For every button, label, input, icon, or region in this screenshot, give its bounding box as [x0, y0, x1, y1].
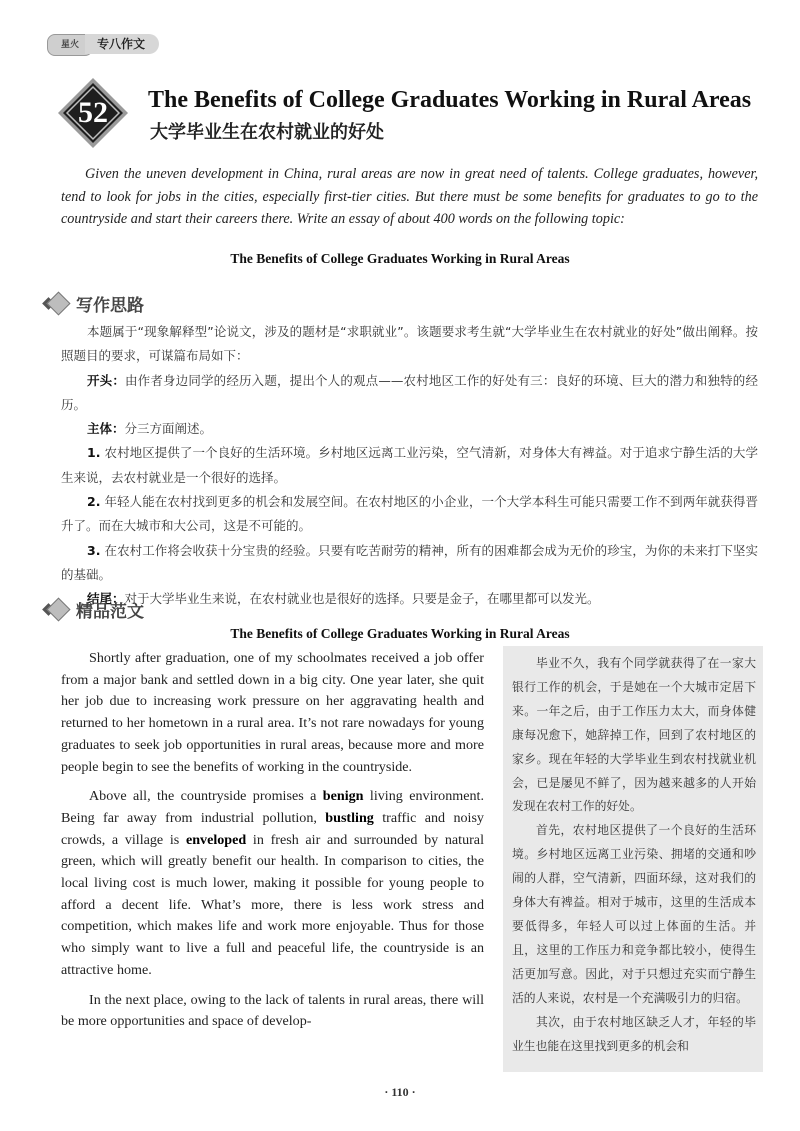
diamond-icon — [46, 291, 70, 315]
outline-opening: 开头：由作者身边同学的经历入题，提出个人的观点——农村地区工作的好处有三：良好的环境、巨大的潜力和独特的经历。 — [61, 372, 758, 412]
essay-paragraph-3: In the next place, owing to the lack of talents in rural areas, there will be more opportunities and space of develop- — [61, 991, 484, 1030]
section-title: 写作思路 — [76, 296, 144, 316]
translation-paragraph-2: 首先，农村地区提供了一个良好的生活环境。乡村地区远离工业污染、拥堵的交通和吵闹的人群，空气清新，四面环绿，这对我们的身体大有裨益。相对于城市，这里的生活成本要低得多，年轻人可以过上体面的生活。并且，这里的工作压力和竞争都比较小，使得生活更加写意。因此，对于只想过充实而宁静生活的人来说，农村是一个充满吸引力的归宿。 — [512, 823, 756, 1005]
diamond-icon — [57, 77, 129, 149]
essay-paragraph-2: Above all, the countryside promises a benign living environment. Being far away from industrial pollution, bustling traffic and noisy crowds, a village is enveloped in fresh air and surrounded by natural green, which will greatly benefit our health. In comparison to cities, the local living cost is much lower, making it possible for young people to afford a decent life. What’s more, there is less work stress and competition, which makes life and work more enjoyable. Thus for those who simply want to live a full and peaceful life, the countryside is an attractive home. — [61, 788, 484, 978]
brand-logo: 星火 — [47, 34, 93, 56]
essay-number-badge — [57, 77, 129, 149]
outline-point-2: 2. 年轻人能在农村找到更多的机会和发展空间。在农村地区的小企业，一个大学本科生可能只需要工作不到两年就获得晋升了。而在大城市和大公司，这是不可能的。 — [61, 494, 758, 534]
outline-intro: 本题属于“现象解释型”论说文，涉及的题材是“求职就业”。该题要求考生就“大学毕业生在农村就业的好处”做出阐释。按照题目的要求，可谋篇布局如下： — [61, 324, 758, 364]
page-title: The Benefits of College Graduates Working in Rural Areas — [148, 87, 752, 113]
series-label: 专八作文 — [85, 34, 159, 54]
essay-title: The Benefits of College Graduates Working in Rural Areas — [230, 626, 570, 641]
series-badge — [47, 32, 159, 56]
page-subtitle: 大学毕业生在农村就业的好处 — [150, 122, 384, 143]
translation-panel — [503, 646, 763, 1072]
writing-outline — [61, 320, 758, 612]
essay-number: 52 — [78, 96, 108, 129]
outline-point-3: 3. 在农村工作将会收获十分宝贵的经验。只要有吃苦耐劳的精神，所有的困难都会成为无价的珍宝，为你的未来打下坚实的基础。 — [61, 542, 758, 582]
prompt-topic: The Benefits of College Graduates Working in Rural Areas — [230, 251, 570, 266]
essay-paragraph-1: Shortly after graduation, one of my schoolmates received a job offer from a major bank and settled down in a big city. One year later, she quit her job due to increasing work pressure on her aggravating health and returned to her hometown in a rural area. It’s not rare nowadays for young graduates to seek job opportunities in rural areas, because more and more people begin to see the benefits of working in the countryside. — [61, 650, 484, 775]
outline-point-1: 1. 农村地区提供了一个良好的生活环境。乡村地区远离工业污染，空气清新，对身体大有裨益。对于追求宁静生活的大学生来说，去农村就业是一个很好的选择。 — [61, 445, 758, 485]
translation-paragraph-1: 毕业不久，我有个同学就获得了在一家大银行工作的机会，于是她在一个大城市定居下来。一年之后，由于工作压力太大，而身体健康每况愈下，她辞掉工作，回到了农村地区的家乡。现在年轻的大学毕业生到农村找就业机会，已是屡见不鲜了，因为越来越多的人开始发现在农村工作的好处。 — [512, 656, 756, 814]
outline-body: 主体：分三方面阐述。 — [87, 421, 213, 437]
essay-prompt: Given the uneven development in China, rural areas are now in great need of talents. College graduates, however, tend to look for jobs in the cities, especially first-tier cities. But there must be some benefits for graduates to go to the countryside and start their careers there. Write an essay of about 400 words on the following topic: — [61, 166, 758, 227]
sample-essay — [61, 648, 484, 1041]
section-title: 精品范文 — [76, 602, 144, 622]
outline-ending: 结尾：对于大学毕业生来说，在农村就业也是很好的选择。只要是金子，在哪里都可以发光。 — [87, 591, 600, 607]
translation-paragraph-3: 其次，由于农村地区缺乏人才，年轻的毕业生也能在这里找到更多的机会和 — [512, 1014, 756, 1053]
page-number: · 110 · — [384, 1085, 416, 1099]
